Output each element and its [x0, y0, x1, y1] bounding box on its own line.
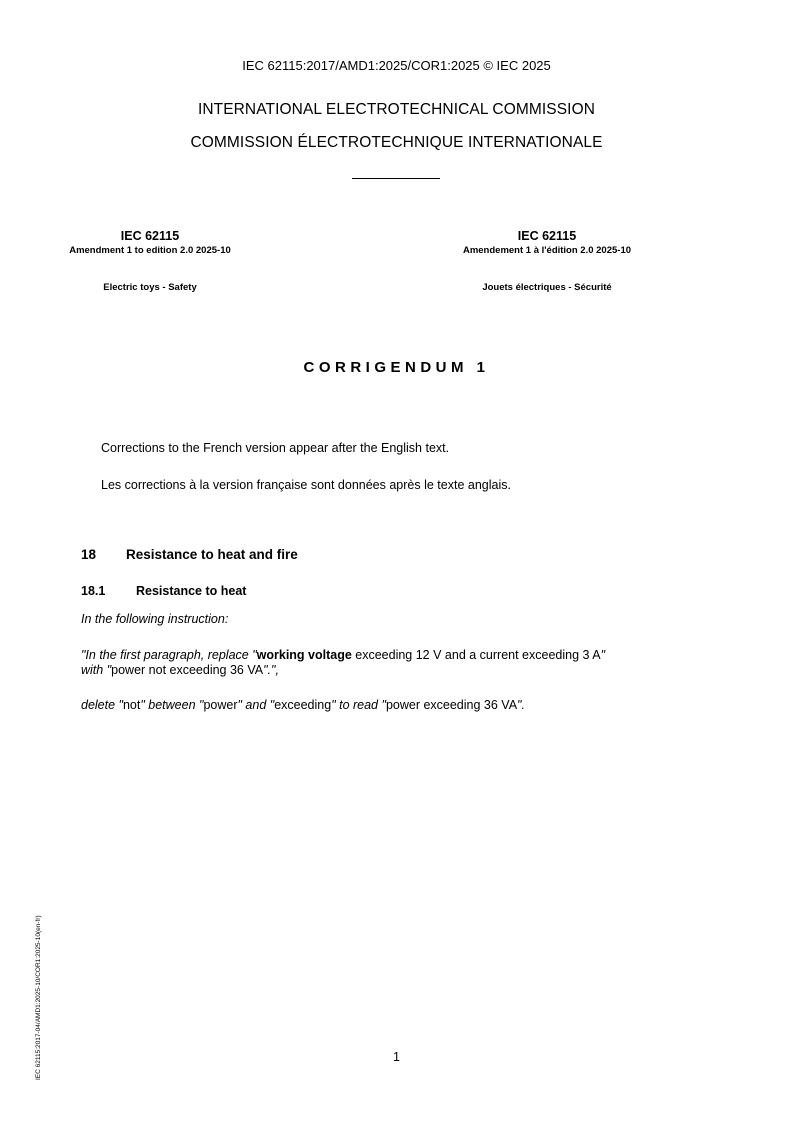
- with-word: with ": [81, 663, 112, 677]
- organization-name-fr: COMMISSION ÉLECTROTECHNIQUE INTERNATIONALE: [190, 134, 603, 151]
- separator-rule: [352, 178, 440, 179]
- old-text: exceeding 12 V and a current exceeding 3 A: [351, 648, 601, 662]
- clause-number: 18: [81, 547, 97, 562]
- corrigendum-heading: CORRIGENDUM 1: [303, 359, 490, 376]
- and-word: " and ": [237, 698, 275, 712]
- delete-end: ".: [517, 698, 525, 712]
- page-number: 1: [393, 1050, 400, 1064]
- clause-title: Resistance to heat and fire: [126, 547, 298, 562]
- standard-title-en: Electric toys - Safety: [103, 282, 197, 293]
- close-quote: ": [600, 648, 606, 662]
- note-english: Corrections to the French version appear after the English text.: [101, 441, 450, 455]
- instruction-text: In the following instruction:: [81, 612, 229, 626]
- organization-name-en: INTERNATIONAL ELECTROTECHNICAL COMMISSION: [197, 101, 596, 118]
- side-identifier: IEC 62115:2017-04/AMD1:2025-10/COR1:2025-10(en-fr): [35, 915, 42, 1080]
- amendment-label-fr: Amendement 1 à l'édition 2.0 2025-10: [462, 245, 632, 256]
- deleted-word: not: [122, 698, 141, 712]
- replace-lead: "In the first paragraph, replace ": [81, 648, 257, 662]
- standard-number-en: IEC 62115: [120, 229, 180, 243]
- clause-heading: [81, 547, 298, 562]
- word-one: power: [203, 698, 238, 712]
- new-text: power not exceeding 36 VA: [111, 663, 264, 677]
- result-text: power exceeding 36 VA: [385, 698, 518, 712]
- between-word: " between ": [140, 698, 204, 712]
- delete-word: delete ": [81, 698, 123, 712]
- subclause-heading: [81, 584, 246, 598]
- delete-instruction: [81, 698, 525, 712]
- replace-instruction-line-2: [81, 663, 279, 677]
- to-read: " to read ": [331, 698, 386, 712]
- subclause-title: Resistance to heat: [136, 584, 247, 598]
- document-reference: IEC 62115:2017/AMD1:2025/COR1:2025 © IEC 2025: [242, 58, 551, 73]
- note-french: Les corrections à la version française sont données après le texte anglais.: [101, 478, 511, 492]
- replace-instruction-line-1: [81, 648, 605, 662]
- replace-end: ".",: [263, 663, 279, 677]
- standard-title-fr: Jouets électriques - Sécurité: [482, 282, 612, 293]
- standard-number-fr: IEC 62115: [517, 229, 577, 243]
- amendment-label-en: Amendment 1 to edition 2.0 2025-10: [69, 245, 231, 256]
- subclause-number: 18.1: [81, 584, 106, 598]
- word-two: exceeding: [274, 698, 332, 712]
- bold-term: working voltage: [256, 648, 352, 662]
